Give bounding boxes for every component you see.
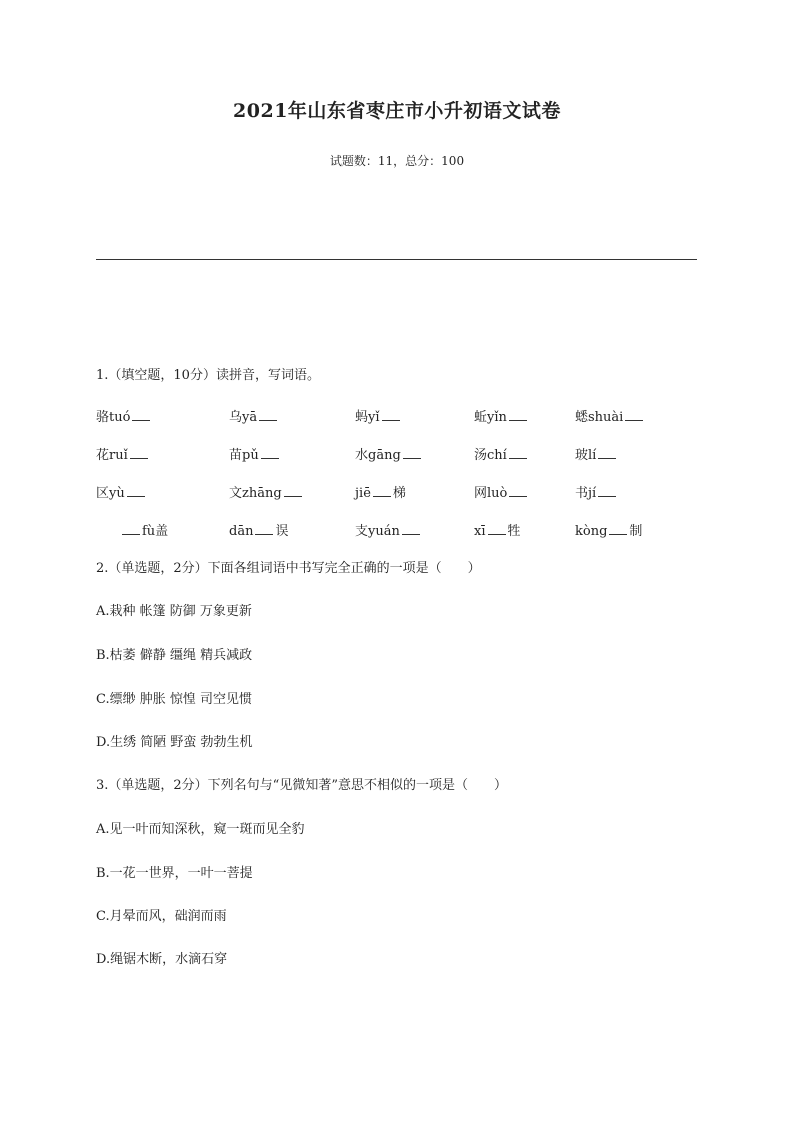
question-1-prompt: 1.（填空题，10分）读拼音，写词语。 [96,368,320,383]
question-2-option-b: B.枯萎 僻静 缰绳 精兵减政 [96,648,253,663]
pinyin-text: 区yù [96,486,125,501]
pinyin-suffix: fù盖 [142,524,169,539]
question-3-option-d: D.绳锯木断，水滴石穿 [96,952,228,967]
answer-blank[interactable] [625,409,643,421]
answer-blank[interactable] [403,447,421,459]
question-2-option-d: D.生绣 简陋 野蛮 勃勃生机 [96,735,253,750]
pinyin-item [229,444,281,463]
answer-blank[interactable] [382,409,400,421]
pinyin-text: 蚯yǐn [474,410,507,425]
answer-blank[interactable] [255,523,273,535]
answer-blank[interactable] [509,409,527,421]
answer-blank[interactable] [509,447,527,459]
pinyin-text: 骆tuó [96,410,131,425]
question-2-option-a: A.栽种 帐篷 防御 万象更新 [96,604,252,619]
pinyin-text: jiē [355,486,371,501]
answer-blank[interactable] [488,523,506,535]
pinyin-text: 网luò [474,486,508,501]
answer-blank[interactable] [130,447,148,459]
exam-summary: 试题数：11，总分：100 [329,154,465,168]
pinyin-text: 花ruǐ [96,448,128,463]
answer-blank[interactable] [127,485,145,497]
answer-blank[interactable] [402,523,420,535]
pinyin-suffix: 误 [275,524,289,539]
pinyin-item [474,520,521,539]
pinyin-text: xī [474,524,486,539]
pinyin-item [96,406,152,425]
answer-blank[interactable] [598,485,616,497]
pinyin-item [229,520,288,539]
pinyin-text: 水gāng [355,448,401,463]
question-2-option-c: C.缥缈 肿胀 惊惶 司空见惯 [96,692,253,707]
answer-blank[interactable] [598,447,616,459]
pinyin-text: 苗pǔ [229,448,259,463]
pinyin-text: 汤chí [474,448,507,463]
pinyin-item [229,406,279,425]
answer-blank[interactable] [373,485,391,497]
pinyin-text: kòng [575,524,608,539]
pinyin-item [575,520,642,539]
answer-blank[interactable] [509,485,527,497]
pinyin-text: 乌yā [229,410,258,425]
pinyin-item [575,406,645,425]
pinyin-text: 支yuán [355,524,400,539]
answer-blank[interactable] [132,409,150,421]
pinyin-text: 书jí [575,486,597,501]
pinyin-item [355,406,402,425]
pinyin-item [355,444,423,463]
answer-blank[interactable] [284,485,302,497]
question-3-option-b: B.一花一世界，一叶一菩提 [96,866,253,881]
pinyin-text: 蟋shuài [575,410,624,425]
question-3-option-c: C.月晕而风，础润而雨 [96,909,227,924]
answer-blank[interactable] [259,409,277,421]
pinyin-item [575,444,618,463]
pinyin-text: 蚂yǐ [355,410,380,425]
pinyin-item [474,444,529,463]
pinyin-suffix: 制 [629,524,643,539]
pinyin-item [96,482,147,501]
answer-blank[interactable] [122,523,140,535]
question-2-prompt: 2.（单选题，2分）下面各组词语中书写完全正确的一项是（ ） [96,561,481,576]
pinyin-item [474,406,529,425]
answer-blank[interactable] [609,523,627,535]
pinyin-text: 文zhāng [229,486,282,501]
pinyin-item [575,482,618,501]
pinyin-text: 玻lí [575,448,597,463]
pinyin-text: dān [229,524,254,539]
pinyin-suffix: 牲 [507,524,521,539]
pinyin-item [355,520,422,539]
pinyin-suffix: 梯 [392,486,406,501]
pinyin-item [96,444,150,463]
pinyin-item [355,482,406,501]
pinyin-item [229,482,304,501]
question-3-prompt: 3.（单选题，2分）下列名句与“见微知著”意思不相似的一项是（ ） [96,778,507,793]
answer-blank[interactable] [261,447,279,459]
question-3-option-a: A.见一叶而知深秋，窥一斑而见全豹 [96,822,305,837]
divider-line [96,259,697,260]
pinyin-item [474,482,529,501]
page-title: 2021年山东省枣庄市小升初语文试卷 [233,100,561,122]
pinyin-item [120,520,168,539]
